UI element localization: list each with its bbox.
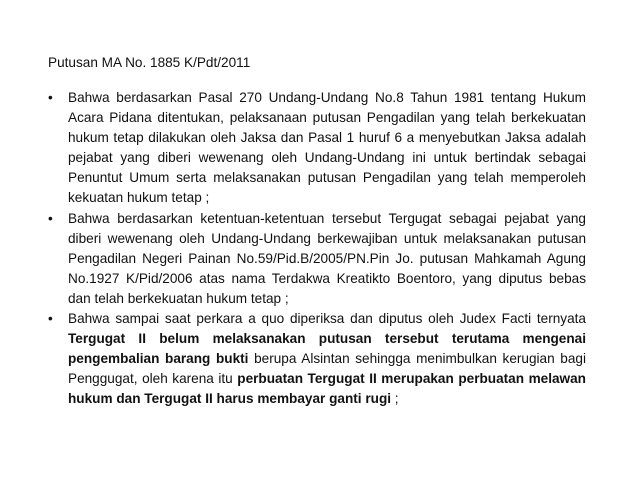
bullet-item-3 — [48, 309, 586, 409]
bullet-text-bold: Tergugat II belum melaksanakan putusan tersebut terutama mengenai pengembalian barang bukti — [68, 331, 586, 367]
bullet-text: Bahwa berdasarkan Pasal 270 Undang-Undang No.8 Tahun 1981 tentang Hukum Acara Pidana ditentukan, pelaksanaan putusan Pengadilan yang telah berkekuatan hukum tetap dilakukan oleh Jaksa dan Pasal 1 huruf 6 a menyebutkan Jaksa adalah pejabat yang diberi wewenang oleh Undang-Undang ini untuk bertindak sebagai Penuntut Umum serta melaksanakan putusan Pengadilan yang telah memperoleh kekuatan hukum tetap ; — [68, 90, 586, 206]
bullet-dot-icon: • — [48, 90, 53, 105]
bullet-text-part: Bahwa sampai saat perkara a quo diperiksa dan diputus oleh Judex Facti ternyata — [68, 311, 586, 327]
bullet-item-2 — [48, 209, 586, 309]
bullet-dot-icon: • — [48, 311, 53, 327]
document-title: Putusan MA No. 1885 K/Pdt/2011 — [48, 55, 251, 70]
bullet-text-part: berupa Alsintan sehingga menimbulkan kerugian bagi Penggugat, oleh karena itu — [68, 351, 587, 387]
bullet-dot-icon: • — [48, 210, 53, 226]
bullet-list — [48, 88, 586, 410]
bullet-item-1 — [48, 88, 586, 209]
bullet-text-part: ; — [391, 391, 399, 407]
bullet-text: Bahwa berdasarkan ketentuan-ketentuan tersebut Tergugat sebagai pejabat yang diberi wewenang oleh Undang-Undang berkewajiban untuk melaksanakan putusan Pengadilan Negeri Painan No.59/Pid.B/2005/PN.Pin Jo. putusan Mahkamah Agung No.1927 K/Pid/2006 atas nama Terdakwa Kreatikto Boentoro, yang diputus bebas dan telah berkekuatan hukum tetap ; — [68, 210, 586, 306]
bullet-text-bold: perbuatan Tergugat II merupakan perbuatan melawan hukum dan Tergugat II harus membayar ganti rugi — [68, 371, 586, 407]
